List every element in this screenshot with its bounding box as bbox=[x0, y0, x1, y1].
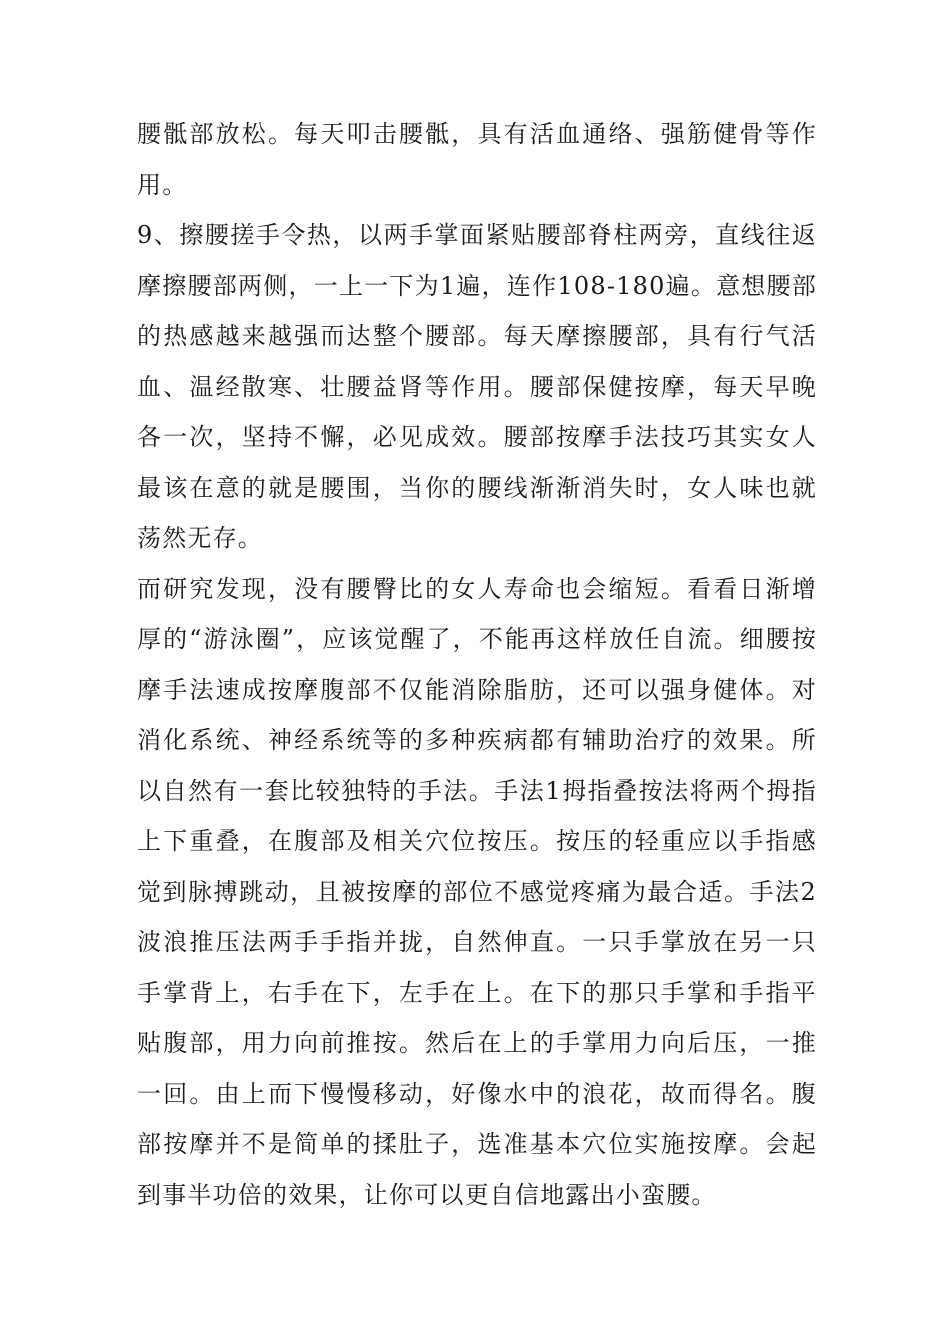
paragraph-abdominal-massage: 而研究发现，没有腰臀比的女人寿命也会缩短。看看日渐增厚的“游泳圈”，应该觉醒了，不能再这样放任自流。细腰按摩手法速成按摩腹部不仅能消除脂肪，还可以强身健体。对消化系统、神经系统等的多种疾病都有辅助治疗的效果。所以自然有一套比较独特的手法。手法1拇指叠按法将两个拇指上下重叠，在腹部及相关穴位按压。按压的轻重应以手指感觉到脉搏跳动，且被按摩的部位不感觉疼痛为最合适。手法2波浪推压法两手手指并拢，自然伸直。一只手掌放在另一只手掌背上，右手在下，左手在上。在下的那只手掌和手指平贴腹部，用力向前推按。然后在上的手掌用力向后压，一推一回。由上而下慢慢移动，好像水中的浪花，故而得名。腹部按摩并不是简单的揉肚子，选准基本穴位实施按摩。会起到事半功倍的效果，让你可以更自信地露出小蛮腰。 bbox=[137, 574, 817, 1209]
paragraph-continuation: 腰骶部放松。每天叩击腰骶，具有活血通络、强筋健骨等作用。 bbox=[137, 120, 817, 199]
paragraph-item-9: 9、擦腰搓手令热，以两手掌面紧贴腰部脊柱两旁，直线往返摩擦腰部两侧，一上一下为1遍，连作108-180遍。意想腰部的热感越来越强而达整个腰部。每天摩擦腰部，具有行气活血、温经散寒、壮腰益肾等作用。腰部保健按摩，每天早晚各一次，坚持不懈，必见成效。腰部按摩手法技巧其实女人最该在意的就是腰围，当你的腰线渐渐消失时，女人味也就荡然无存。 bbox=[137, 221, 817, 552]
document-body bbox=[137, 109, 817, 1220]
